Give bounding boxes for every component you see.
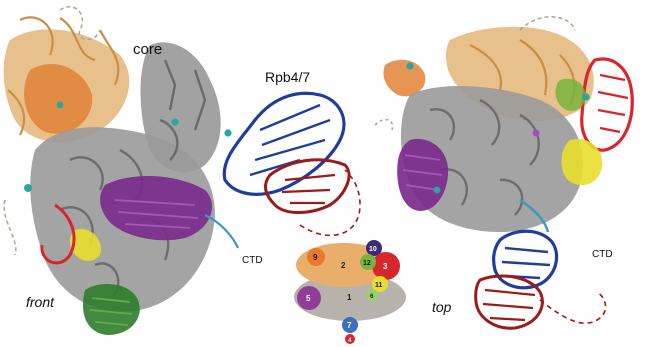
rpb4-blue-subunit — [224, 93, 344, 194]
rpb7-darkred-helices — [483, 290, 535, 320]
red-subunit — [582, 59, 633, 150]
dashed-loop — [540, 292, 606, 323]
schematic-number-11: 11 — [375, 282, 383, 289]
label-ctd-right: CTD — [592, 249, 613, 260]
zinc-atom — [582, 93, 589, 100]
zinc-atom — [533, 130, 540, 137]
zinc-atom — [57, 102, 64, 109]
dashed-loop — [375, 120, 393, 130]
orange-subunit-mass — [383, 60, 425, 97]
schematic-number-10: 10 — [369, 246, 377, 253]
schematic-number-5: 5 — [306, 294, 311, 303]
yellow-subunit — [561, 139, 602, 185]
red-helices — [598, 75, 628, 132]
dashed-loop — [4, 200, 16, 255]
zinc-atom — [434, 187, 441, 194]
zinc-atom — [224, 129, 231, 136]
label-front: front — [26, 294, 55, 310]
zinc-atom — [171, 118, 178, 125]
schematic-number-4: 4 — [348, 338, 352, 344]
schematic-number-9: 9 — [313, 253, 318, 262]
zinc-atom — [406, 62, 413, 69]
rpb4-blue-strands — [502, 248, 550, 278]
schematic-number-6: 6 — [370, 294, 374, 300]
label-core: core — [133, 41, 163, 58]
label-top: top — [432, 299, 452, 315]
top-view-structure — [375, 17, 632, 328]
schematic-number-7: 7 — [347, 321, 352, 330]
schematic-number-1: 1 — [347, 293, 352, 302]
zinc-atom — [24, 184, 32, 192]
subunit-schematic — [294, 240, 406, 344]
schematic-number-2: 2 — [341, 261, 346, 270]
grey-core-upper — [141, 42, 221, 172]
label-ctd-left: CTD — [242, 255, 263, 266]
label-rpb4-7: Rpb4/7 — [265, 69, 311, 85]
schematic-number-3: 3 — [383, 262, 388, 271]
rpb7-darkred-helices — [282, 175, 335, 203]
schematic-number-12: 12 — [363, 260, 371, 267]
